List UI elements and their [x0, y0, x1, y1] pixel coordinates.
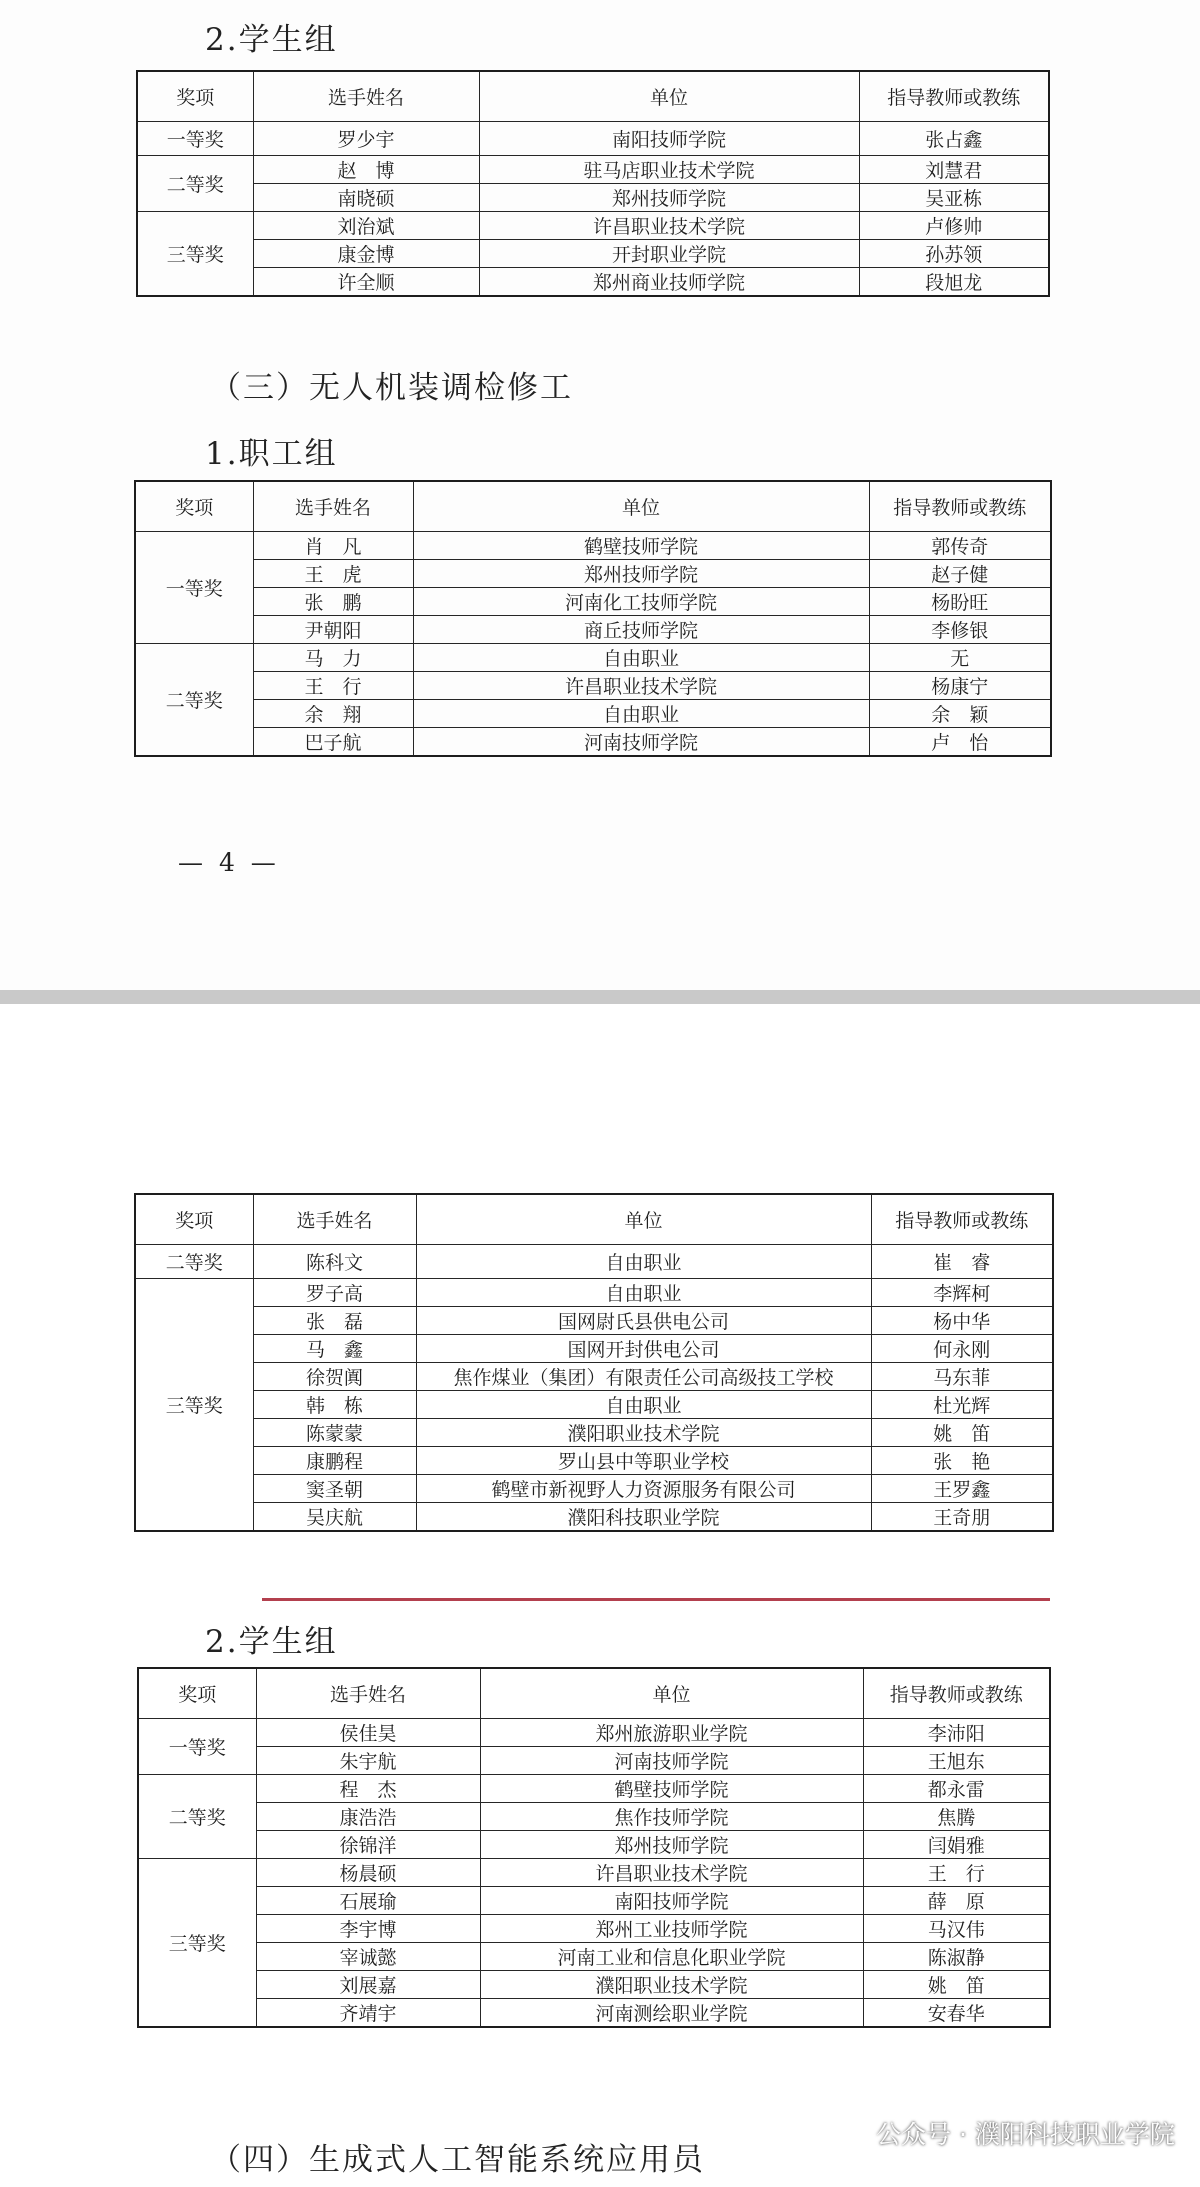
- contestant-name-cell: 陈蒙蒙: [253, 1419, 416, 1447]
- table-row: [135, 615, 1051, 643]
- organization-cell: 国网开封供电公司: [416, 1335, 871, 1363]
- contestant-name-cell: 马 力: [253, 643, 413, 671]
- contestant-name-cell: 宰诚懿: [256, 1942, 480, 1970]
- coach-cell: 焦腾: [863, 1802, 1050, 1830]
- organization-cell: 南阳技师学院: [479, 121, 859, 156]
- coach-cell: 张 艳: [871, 1447, 1053, 1475]
- table-row: [135, 1419, 1053, 1447]
- coach-cell: 都永雷: [863, 1774, 1050, 1802]
- coach-cell: 闫娟雅: [863, 1830, 1050, 1858]
- watermark-text: 公众号 · 濮阳科技职业学院: [876, 2120, 1175, 2149]
- award-cell: 二等奖: [135, 643, 253, 756]
- column-header: 指导教师或教练: [863, 1668, 1050, 1718]
- coach-cell: 薛 原: [863, 1886, 1050, 1914]
- award-table-worker-group-continued: [134, 1193, 1054, 1532]
- table-row: [135, 699, 1051, 727]
- award-cell: 一等奖: [135, 531, 253, 643]
- table-row: [135, 1335, 1053, 1363]
- table-row: [135, 1391, 1053, 1419]
- table-row: [137, 156, 1049, 184]
- contestant-name-cell: 肖 凡: [253, 531, 413, 559]
- table-row: [135, 1363, 1053, 1391]
- organization-cell: 商丘技师学院: [413, 615, 869, 643]
- award-cell: 一等奖: [138, 1718, 256, 1774]
- contestant-name-cell: 窦圣朝: [253, 1475, 416, 1503]
- award-table-student-group-2: [137, 1667, 1051, 2028]
- organization-cell: 郑州旅游职业学院: [480, 1718, 863, 1746]
- organization-cell: 国网尉氏县供电公司: [416, 1307, 871, 1335]
- award-cell: 三等奖: [135, 1279, 253, 1532]
- coach-cell: 李修银: [869, 615, 1051, 643]
- column-header: 奖项: [138, 1668, 256, 1718]
- organization-cell: 自由职业: [413, 699, 869, 727]
- document-page-top: [0, 0, 1200, 990]
- coach-cell: 杜光辉: [871, 1391, 1053, 1419]
- coach-cell: 陈淑静: [863, 1942, 1050, 1970]
- column-header: 单位: [416, 1194, 871, 1244]
- organization-cell: 焦作技师学院: [480, 1802, 863, 1830]
- table-row: [135, 643, 1051, 671]
- table-row: [135, 1475, 1053, 1503]
- table-row: [135, 727, 1051, 756]
- award-cell: 三等奖: [138, 1858, 256, 2027]
- coach-cell: 段旭龙: [859, 268, 1049, 297]
- contestant-name-cell: 王 行: [253, 671, 413, 699]
- coach-cell: 吴亚栋: [859, 184, 1049, 212]
- heading-student-group-2: 2.学生组: [205, 1624, 338, 1660]
- table-row: [138, 1718, 1050, 1746]
- table-row: [138, 1970, 1050, 1998]
- column-header: 奖项: [135, 481, 253, 531]
- column-header: 单位: [479, 71, 859, 121]
- coach-cell: 李辉柯: [871, 1279, 1053, 1307]
- table-row: [135, 587, 1051, 615]
- contestant-name-cell: 康浩浩: [256, 1802, 480, 1830]
- organization-cell: 郑州技师学院: [413, 559, 869, 587]
- contestant-name-cell: 罗少宇: [253, 121, 479, 156]
- column-header: 选手姓名: [253, 71, 479, 121]
- contestant-name-cell: 李宇博: [256, 1914, 480, 1942]
- organization-cell: 河南测绘职业学院: [480, 1998, 863, 2027]
- coach-cell: 王 行: [863, 1858, 1050, 1886]
- organization-cell: 河南技师学院: [480, 1746, 863, 1774]
- coach-cell: 马东菲: [871, 1363, 1053, 1391]
- table-row: [138, 1802, 1050, 1830]
- organization-cell: 驻马店职业技术学院: [479, 156, 859, 184]
- page-number: — 4 —: [178, 848, 280, 877]
- contestant-name-cell: 余 翔: [253, 699, 413, 727]
- contestant-name-cell: 赵 博: [253, 156, 479, 184]
- coach-cell: 杨盼旺: [869, 587, 1051, 615]
- coach-cell: 卢 怡: [869, 727, 1051, 756]
- coach-cell: 刘慧君: [859, 156, 1049, 184]
- organization-cell: 鹤壁技师学院: [413, 531, 869, 559]
- award-cell: 二等奖: [138, 1774, 256, 1858]
- wechat-watermark: [838, 2115, 1175, 2151]
- organization-cell: 罗山县中等职业学校: [416, 1447, 871, 1475]
- table-row: [138, 1746, 1050, 1774]
- coach-cell: 赵子健: [869, 559, 1051, 587]
- organization-cell: 濮阳科技职业学院: [416, 1503, 871, 1532]
- document-page-bottom: [0, 1004, 1200, 2187]
- contestant-name-cell: 韩 栋: [253, 1391, 416, 1419]
- wechat-icon: [838, 2120, 868, 2146]
- column-header: 选手姓名: [253, 481, 413, 531]
- table-row: [135, 1279, 1053, 1307]
- organization-cell: 自由职业: [416, 1391, 871, 1419]
- heading-section-3: （三）无人机装调检修工: [210, 370, 573, 406]
- award-table-worker-group: [134, 480, 1052, 757]
- organization-cell: 许昌职业技术学院: [479, 212, 859, 240]
- organization-cell: 河南化工技师学院: [413, 587, 869, 615]
- contestant-name-cell: 南晓硕: [253, 184, 479, 212]
- table-header-row: [135, 1194, 1053, 1244]
- contestant-name-cell: 侯佳昊: [256, 1718, 480, 1746]
- table-header-row: [138, 1668, 1050, 1718]
- coach-cell: 王奇朋: [871, 1503, 1053, 1532]
- organization-cell: 许昌职业技术学院: [413, 671, 869, 699]
- organization-cell: 自由职业: [416, 1244, 871, 1279]
- organization-cell: 南阳技师学院: [480, 1886, 863, 1914]
- contestant-name-cell: 康鹏程: [253, 1447, 416, 1475]
- column-header: 选手姓名: [256, 1668, 480, 1718]
- coach-cell: 崔 睿: [871, 1244, 1053, 1279]
- table-row: [138, 1830, 1050, 1858]
- organization-cell: 开封职业学院: [479, 240, 859, 268]
- coach-cell: 张占鑫: [859, 121, 1049, 156]
- coach-cell: 余 颖: [869, 699, 1051, 727]
- organization-cell: 自由职业: [416, 1279, 871, 1307]
- coach-cell: 杨康宁: [869, 671, 1051, 699]
- coach-cell: 姚 笛: [863, 1970, 1050, 1998]
- heading-student-group-1: 2.学生组: [205, 22, 338, 58]
- table-row: [137, 184, 1049, 212]
- column-header: 指导教师或教练: [869, 481, 1051, 531]
- red-underline: [262, 1598, 1050, 1601]
- table-row: [138, 1886, 1050, 1914]
- table-row: [138, 1774, 1050, 1802]
- contestant-name-cell: 王 虎: [253, 559, 413, 587]
- organization-cell: 鹤壁技师学院: [480, 1774, 863, 1802]
- table-row: [138, 1998, 1050, 2027]
- contestant-name-cell: 康金博: [253, 240, 479, 268]
- award-table-student-group: [136, 70, 1050, 297]
- contestant-name-cell: 石展瑜: [256, 1886, 480, 1914]
- heading-section-4: （四）生成式人工智能系统应用员: [210, 2142, 705, 2178]
- coach-cell: 王旭东: [863, 1746, 1050, 1774]
- contestant-name-cell: 程 杰: [256, 1774, 480, 1802]
- organization-cell: 濮阳职业技术学院: [480, 1970, 863, 1998]
- organization-cell: 濮阳职业技术学院: [416, 1419, 871, 1447]
- award-cell: 二等奖: [137, 156, 253, 212]
- table-row: [135, 1307, 1053, 1335]
- column-header: 奖项: [137, 71, 253, 121]
- table-header-row: [137, 71, 1049, 121]
- contestant-name-cell: 齐靖宇: [256, 1998, 480, 2027]
- contestant-name-cell: 罗子高: [253, 1279, 416, 1307]
- contestant-name-cell: 巴子航: [253, 727, 413, 756]
- coach-cell: 姚 笛: [871, 1419, 1053, 1447]
- table-row: [137, 240, 1049, 268]
- award-cell: 一等奖: [137, 121, 253, 156]
- page-divider: [0, 990, 1200, 1004]
- table-row: [135, 671, 1051, 699]
- column-header: 单位: [413, 481, 869, 531]
- table-row: [135, 1447, 1053, 1475]
- heading-worker-group: 1.职工组: [205, 436, 338, 472]
- contestant-name-cell: 马 鑫: [253, 1335, 416, 1363]
- column-header: 选手姓名: [253, 1194, 416, 1244]
- coach-cell: 郭传奇: [869, 531, 1051, 559]
- column-header: 指导教师或教练: [871, 1194, 1053, 1244]
- table-row: [138, 1942, 1050, 1970]
- organization-cell: 郑州工业技师学院: [480, 1914, 863, 1942]
- table-header-row: [135, 481, 1051, 531]
- contestant-name-cell: 许全顺: [253, 268, 479, 297]
- organization-cell: 郑州技师学院: [480, 1830, 863, 1858]
- table-row: [135, 1503, 1053, 1532]
- column-header: 单位: [480, 1668, 863, 1718]
- table-row: [138, 1914, 1050, 1942]
- table-row: [135, 531, 1051, 559]
- table-row: [138, 1858, 1050, 1886]
- coach-cell: 李沛阳: [863, 1718, 1050, 1746]
- coach-cell: 何永刚: [871, 1335, 1053, 1363]
- coach-cell: 卢修帅: [859, 212, 1049, 240]
- table-row: [137, 268, 1049, 297]
- contestant-name-cell: 徐贺阗: [253, 1363, 416, 1391]
- organization-cell: 郑州商业技师学院: [479, 268, 859, 297]
- table-row: [137, 121, 1049, 156]
- coach-cell: 王罗鑫: [871, 1475, 1053, 1503]
- organization-cell: 许昌职业技术学院: [480, 1858, 863, 1886]
- contestant-name-cell: 徐锦洋: [256, 1830, 480, 1858]
- coach-cell: 杨中华: [871, 1307, 1053, 1335]
- coach-cell: 马汉伟: [863, 1914, 1050, 1942]
- organization-cell: 焦作煤业（集团）有限责任公司高级技工学校: [416, 1363, 871, 1391]
- table-row: [135, 559, 1051, 587]
- contestant-name-cell: 朱宇航: [256, 1746, 480, 1774]
- award-cell: 二等奖: [135, 1244, 253, 1279]
- contestant-name-cell: 刘展嘉: [256, 1970, 480, 1998]
- table-row: [137, 212, 1049, 240]
- organization-cell: 郑州技师学院: [479, 184, 859, 212]
- organization-cell: 河南工业和信息化职业学院: [480, 1942, 863, 1970]
- contestant-name-cell: 尹朝阳: [253, 615, 413, 643]
- contestant-name-cell: 杨晨硕: [256, 1858, 480, 1886]
- contestant-name-cell: 张 鹏: [253, 587, 413, 615]
- table-row: [135, 1244, 1053, 1279]
- coach-cell: 无: [869, 643, 1051, 671]
- contestant-name-cell: 吴庆航: [253, 1503, 416, 1532]
- contestant-name-cell: 张 磊: [253, 1307, 416, 1335]
- organization-cell: 鹤壁市新视野人力资源服务有限公司: [416, 1475, 871, 1503]
- coach-cell: 安春华: [863, 1998, 1050, 2027]
- column-header: 奖项: [135, 1194, 253, 1244]
- coach-cell: 孙苏领: [859, 240, 1049, 268]
- organization-cell: 自由职业: [413, 643, 869, 671]
- column-header: 指导教师或教练: [859, 71, 1049, 121]
- award-cell: 三等奖: [137, 212, 253, 297]
- contestant-name-cell: 陈科文: [253, 1244, 416, 1279]
- contestant-name-cell: 刘治斌: [253, 212, 479, 240]
- organization-cell: 河南技师学院: [413, 727, 869, 756]
